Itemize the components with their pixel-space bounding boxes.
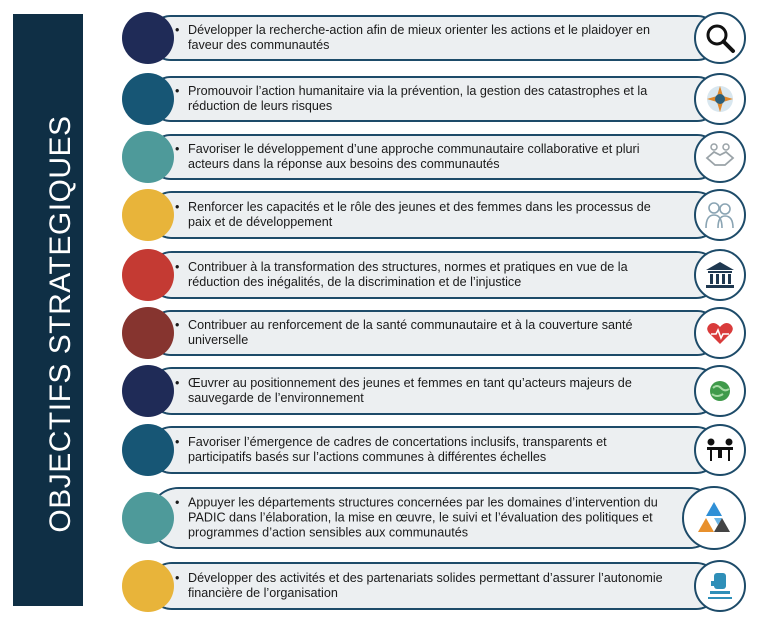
- objective-text: Appuyer les départements structures concernées par les domaines d’intervention du PADIC dans l’élaboration, la mise en œuvre, le suivi et l’évaluation des politiques et programmes d’action sensibles aux communautés: [188, 495, 658, 540]
- objective-text: Favoriser le développement d’une approche communautaire collaborative et pluri acteurs dans la réponse aux besoins des communautés: [188, 142, 640, 171]
- meeting-table-icon: [694, 424, 746, 476]
- objective-text: Contribuer à la transformation des structures, normes et pratiques en vue de la réduction des inégalités, de la discrimination et de l’injustice: [188, 260, 628, 289]
- side-banner: [13, 14, 83, 606]
- people-group-icon: [694, 189, 746, 241]
- objective-row: • Contribuer à la transformation des structures, normes et pratiques en vue de la réduction des inégalités, de la discrimination et de l’injustice: [118, 246, 748, 304]
- objective-text: Favoriser l’émergence de cadres de concertations inclusifs, transparents et participatifs basés sur l’actions communes à différentes échelles: [188, 435, 607, 464]
- health-heart-icon: [694, 307, 746, 359]
- objective-color-dot: [122, 365, 174, 417]
- objective-text: Développer la recherche-action afin de mieux orienter les actions et le plaidoyer en faveur des communautés: [188, 23, 651, 52]
- objective-color-dot: [122, 131, 174, 183]
- objective-color-dot: [122, 73, 174, 125]
- objective-row: • Favoriser l’émergence de cadres de concertations inclusifs, transparents et participatifs basés sur l’actions communes à différentes échelles: [118, 421, 748, 479]
- objective-color-dot: [122, 560, 174, 612]
- objective-color-dot: [122, 307, 174, 359]
- objective-color-dot: [122, 12, 174, 64]
- objective-color-dot: [122, 189, 174, 241]
- objective-text: Œuvrer au positionnement des jeunes et femmes en tant qu’acteurs majeurs de sauvegarde de l’environnement: [188, 376, 632, 405]
- objective-row: • Favoriser le développement d’une approche communautaire collaborative et pluri acteurs dans la réponse aux besoins des communautés: [118, 129, 748, 185]
- objective-text: Développer des activités et des partenariats solides permettant d’assurer l’autonomie financière de l’organisation: [188, 571, 663, 600]
- objective-row: • Œuvrer au positionnement des jeunes et femmes en tant qu’acteurs majeurs de sauvegarde de l’environnement: [118, 362, 748, 420]
- objective-color-dot: [122, 249, 174, 301]
- objective-text: Contribuer au renforcement de la santé communautaire et à la couverture santé universelle: [188, 318, 633, 347]
- objective-color-dot: [122, 424, 174, 476]
- objective-row: • Promouvoir l’action humanitaire via la prévention, la gestion des catastrophes et la réduction de leurs risques: [118, 71, 748, 127]
- disaster-management-icon: [694, 73, 746, 125]
- globe-environment-icon: [694, 365, 746, 417]
- objective-text: Promouvoir l’action humanitaire via la prévention, la gestion des catastrophes et la réduction de leurs risques: [188, 84, 648, 113]
- objective-row: • Renforcer les capacités et le rôle des jeunes et des femmes dans les processus de paix et de développement: [118, 186, 748, 244]
- objective-text: Renforcer les capacités et le rôle des jeunes et des femmes dans les processus de paix et de développement: [188, 200, 651, 229]
- objective-row: • Appuyer les départements structures concernées par les domaines d’intervention du PADIC dans l’élaboration, la mise en œuvre, le suivi et l’évaluation des politiques et programmes d’action sensibles aux communautés: [118, 482, 748, 554]
- objective-color-dot: [122, 492, 174, 544]
- institution-building-icon: [694, 249, 746, 301]
- hand-raised-icon: [694, 560, 746, 612]
- objective-row: • Contribuer au renforcement de la santé communautaire et à la couverture santé universelle: [118, 305, 748, 361]
- magnifier-icon: [694, 12, 746, 64]
- handshake-icon: [694, 131, 746, 183]
- side-banner-title: OBJECTIFS STRATEGIQUES: [44, 115, 77, 533]
- objective-row: • Développer des activités et des partenariats solides permettant d’assurer l’autonomie financière de l’organisation: [118, 557, 748, 615]
- triangle-logo-icon: [682, 486, 746, 550]
- objective-row: • Développer la recherche-action afin de mieux orienter les actions et le plaidoyer en faveur des communautés: [118, 10, 748, 66]
